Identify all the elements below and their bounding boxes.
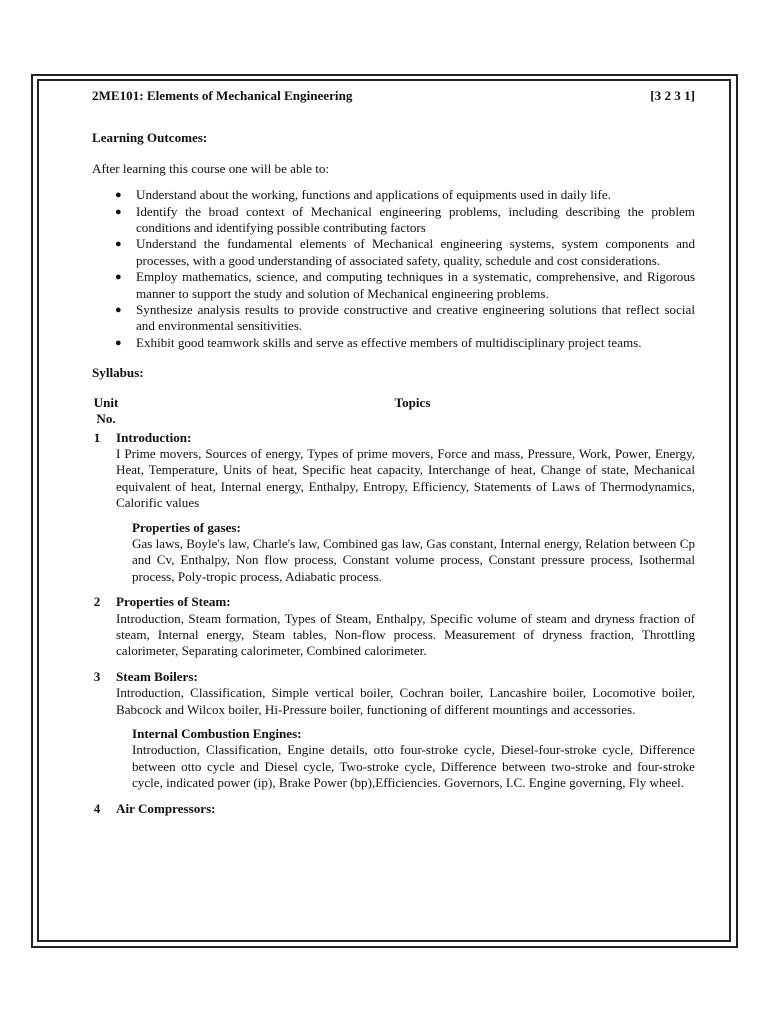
learning-outcomes-heading: Learning Outcomes: <box>92 130 208 146</box>
list-item: ● Identify the broad context of Mechanical engineering problems, including describing the problem conditions and identifying possible contributing factors <box>115 203 695 236</box>
unit-text: Introduction, Classification, Simple vertical boiler, Cochran boiler, Lancashire boiler, Locomotive boiler, Babcock and Wilcox boiler, Hi-Pressure boiler, functioning of different mountings and accessories. <box>116 685 695 717</box>
course-header <box>92 88 695 104</box>
bullet-icon: ● <box>115 271 122 284</box>
course-title: 2ME101: Elements of Mechanical Engineering <box>92 88 353 103</box>
bullet-icon: ● <box>115 205 122 218</box>
unit-number: 3 <box>93 668 101 684</box>
syllabus-heading: Syllabus: <box>92 365 144 381</box>
unit-text: I Prime movers, Sources of energy, Types of prime movers, Force and mass, Pressure, Work, Power, Energy, Heat, Temperature, Units of heat, Specific heat capacity, Interchange of heat, Change of state, Mechanical equivalent of heat, Internal energy, Enthalpy, Entropy, Efficiency, Statements of Laws of Thermodynamics, Calorific values <box>116 445 695 511</box>
outcomes-list <box>92 187 695 351</box>
unit-no-column-header: Unit No. <box>93 394 119 427</box>
list-item: ● Synthesize analysis results to provide constructive and creative engineering solutions that reflect social and environmental sensitivities. <box>115 302 695 334</box>
list-item: ● Employ mathematics, science, and computing techniques in a systematic, comprehensive, and Rigorous manner to support the study and solution of Mechanical engineering problems. <box>115 269 695 301</box>
subsection-text: Introduction, Classification, Engine details, otto four-stroke cycle, Diesel-four-stroke cycle, Difference between otto cycle and Diesel cycle, Two-stroke cycle, Difference between two-stroke and four-stroke cycle, indicated power (ip), Brake Power (bp),Efficiencies. Governors, I.C. Engine governing, Fly wheel. <box>132 742 695 791</box>
unit-text: Introduction, Steam formation, Types of Steam, Enthalpy, Specific volume of steam and dryness fraction of steam, Internal energy, Steam tables, Non-flow process. Measurement of dryness fraction, Throttling calorimeter, Separating calorimeter, Combined calorimeter. <box>116 610 695 659</box>
bullet-icon: ● <box>115 189 122 202</box>
unit-subsection <box>132 520 695 586</box>
unit-number: 4 <box>93 800 101 816</box>
unit-subsection <box>132 726 695 792</box>
unit-title: Introduction: <box>116 429 192 445</box>
syllabus-table-header <box>92 395 695 428</box>
document-content <box>92 86 695 817</box>
topics-column-header: Topics <box>394 394 431 410</box>
list-item: ● Understand about the working, functions and applications of equipments used in daily life. <box>115 187 611 203</box>
course-credits: [3 2 3 1] <box>650 88 695 103</box>
list-item: ● Understand the fundamental elements of Mechanical engineering systems, system components and processes, with a good understanding of associated safety, quality, schedule and cost considerations. <box>115 236 695 268</box>
unit-row-2 <box>92 594 695 660</box>
subsection-title: Properties of gases: <box>132 519 241 535</box>
unit-number: 2 <box>93 594 101 610</box>
unit-row-3 <box>92 669 695 718</box>
subsection-text: Gas laws, Boyle's law, Charle's law, Combined gas law, Gas constant, Internal energy, Relation between Cp and Cv, Enthalpy, Non flow process, Constant volume process, Constant pressure process, Isothermal process, Poly-tropic process, Adiabatic process. <box>132 535 695 584</box>
unit-title: Air Compressors: <box>116 800 216 816</box>
unit-title: Properties of Steam: <box>116 594 231 610</box>
unit-row-4 <box>92 801 695 817</box>
unit-row-1 <box>92 430 695 512</box>
list-item: ● Exhibit good teamwork skills and serve as effective members of multidisciplinary project teams. <box>115 334 642 350</box>
unit-title: Steam Boilers: <box>116 668 198 684</box>
subsection-title: Internal Combustion Engines: <box>132 726 302 741</box>
unit-number: 1 <box>93 429 101 445</box>
learning-outcomes-intro: After learning this course one will be able to: <box>92 160 330 176</box>
bullet-icon: ● <box>115 304 122 317</box>
bullet-icon: ● <box>115 238 122 251</box>
bullet-icon: ● <box>115 336 122 349</box>
